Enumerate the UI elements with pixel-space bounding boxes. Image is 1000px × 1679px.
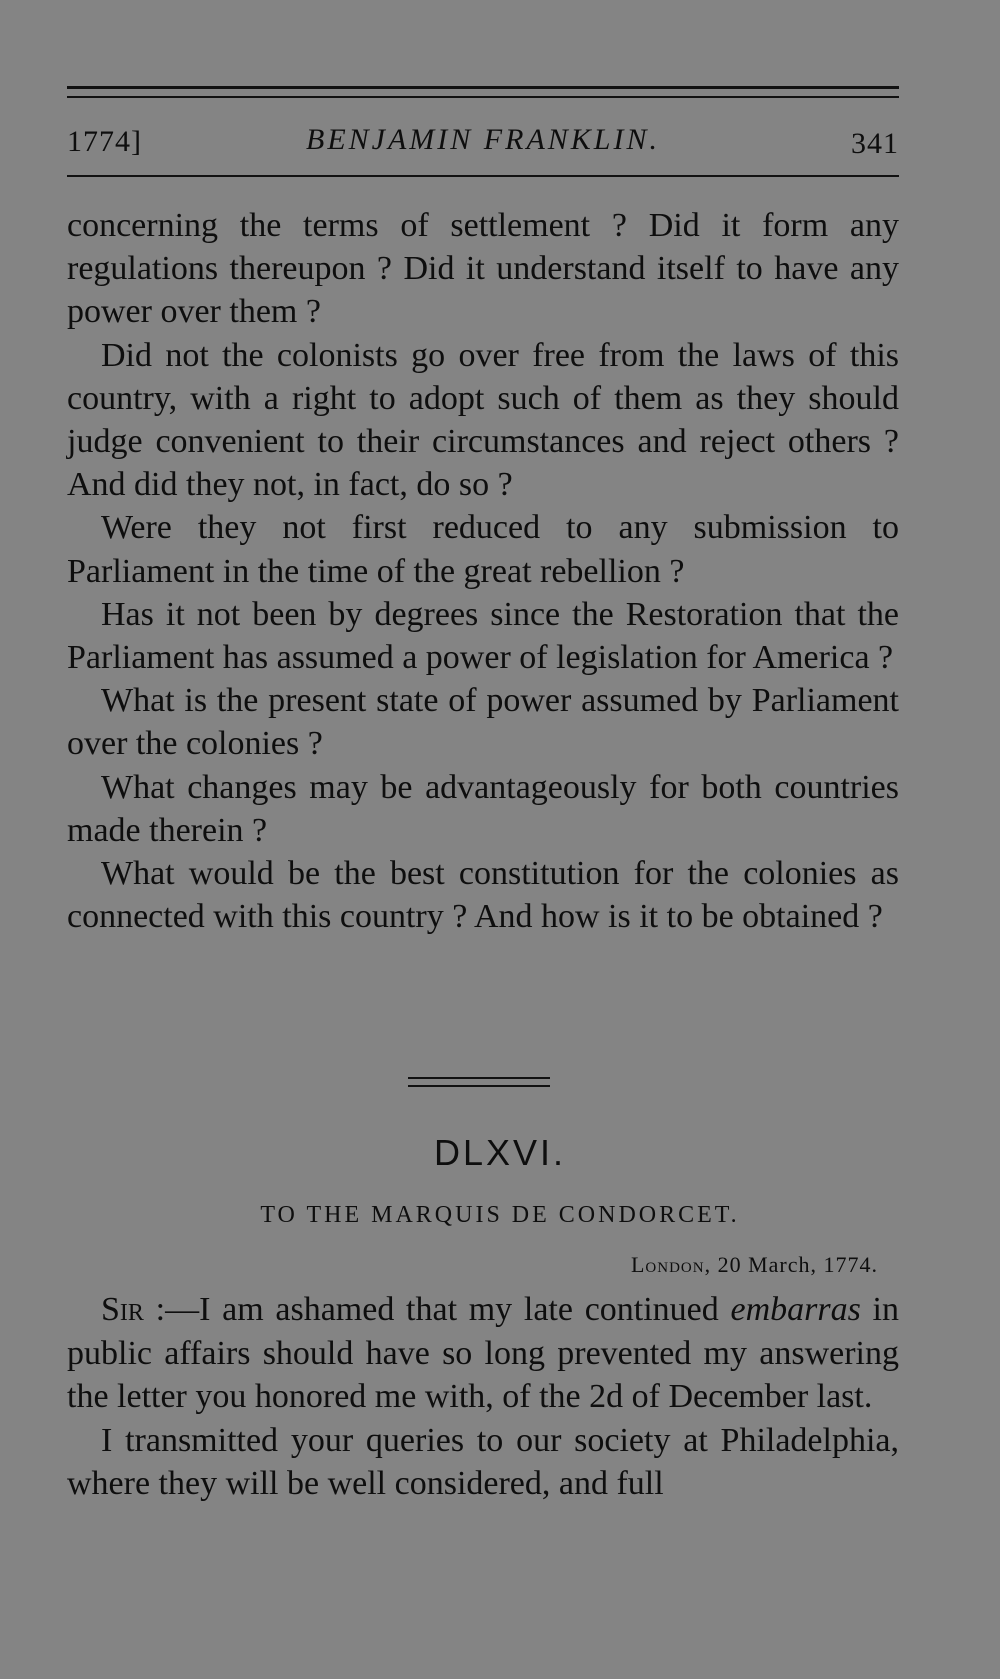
paragraph: Did not the colonists go over free from the laws of this country, with a right to adopt such of them as they should judge convenient to their circumstances and reject others ? And did they not, in fact, do so ?	[67, 336, 899, 504]
letter-text: in public affairs should have so long prevented my answering the letter you honored me with, of the 2d of December last.	[67, 1291, 899, 1415]
letter-paragraph	[67, 1288, 899, 1419]
paragraph: What is the present state of power assumed by Parliament over the colonies ?	[67, 682, 899, 763]
running-header	[67, 117, 899, 167]
letter-paragraph: I transmitted your queries to our society at Philadelphia, where they will be well considered, and full	[67, 1421, 899, 1502]
salutation: Sir	[101, 1291, 144, 1328]
paragraph: What would be the best constitution for the colonies as connected with this country ? And how is it to be obtained ?	[67, 855, 899, 936]
letter-place: London,	[630, 1252, 712, 1277]
running-title: BENJAMIN FRANKLIN.	[306, 123, 660, 156]
letter-dateline	[0, 1252, 878, 1278]
section-divider-upper	[408, 1077, 550, 1079]
section-divider-lower	[408, 1085, 550, 1087]
paragraph: concerning the terms of settlement ? Did it form any regulations thereupon ? Did it understand itself to have any power over them ?	[67, 207, 899, 331]
paragraph: What changes may be advantageously for both countries made therein ?	[67, 768, 899, 849]
header-year: 1774]	[67, 125, 142, 158]
paragraph: Were they not first reduced to any submission to Parliament in the time of the great rebellion ?	[67, 509, 899, 590]
top-rule-lower	[67, 96, 899, 98]
page-number: 341	[851, 127, 899, 160]
letter-date: 20 March, 1774.	[717, 1252, 878, 1277]
paragraph: Has it not been by degrees since the Restoration that the Parliament has assumed a power of legislation for America ?	[67, 595, 899, 677]
body-text	[67, 204, 899, 938]
italic-word: embarras	[730, 1291, 861, 1328]
letter-addressee: TO THE MARQUIS DE CONDORCET.	[260, 1202, 740, 1228]
header-rule	[67, 175, 899, 177]
letter-text: :—I am ashamed that my late continued	[143, 1291, 731, 1328]
section-number: DLXVI.	[433, 1132, 567, 1173]
letter-body	[67, 1288, 899, 1506]
top-rule-upper	[67, 86, 899, 89]
